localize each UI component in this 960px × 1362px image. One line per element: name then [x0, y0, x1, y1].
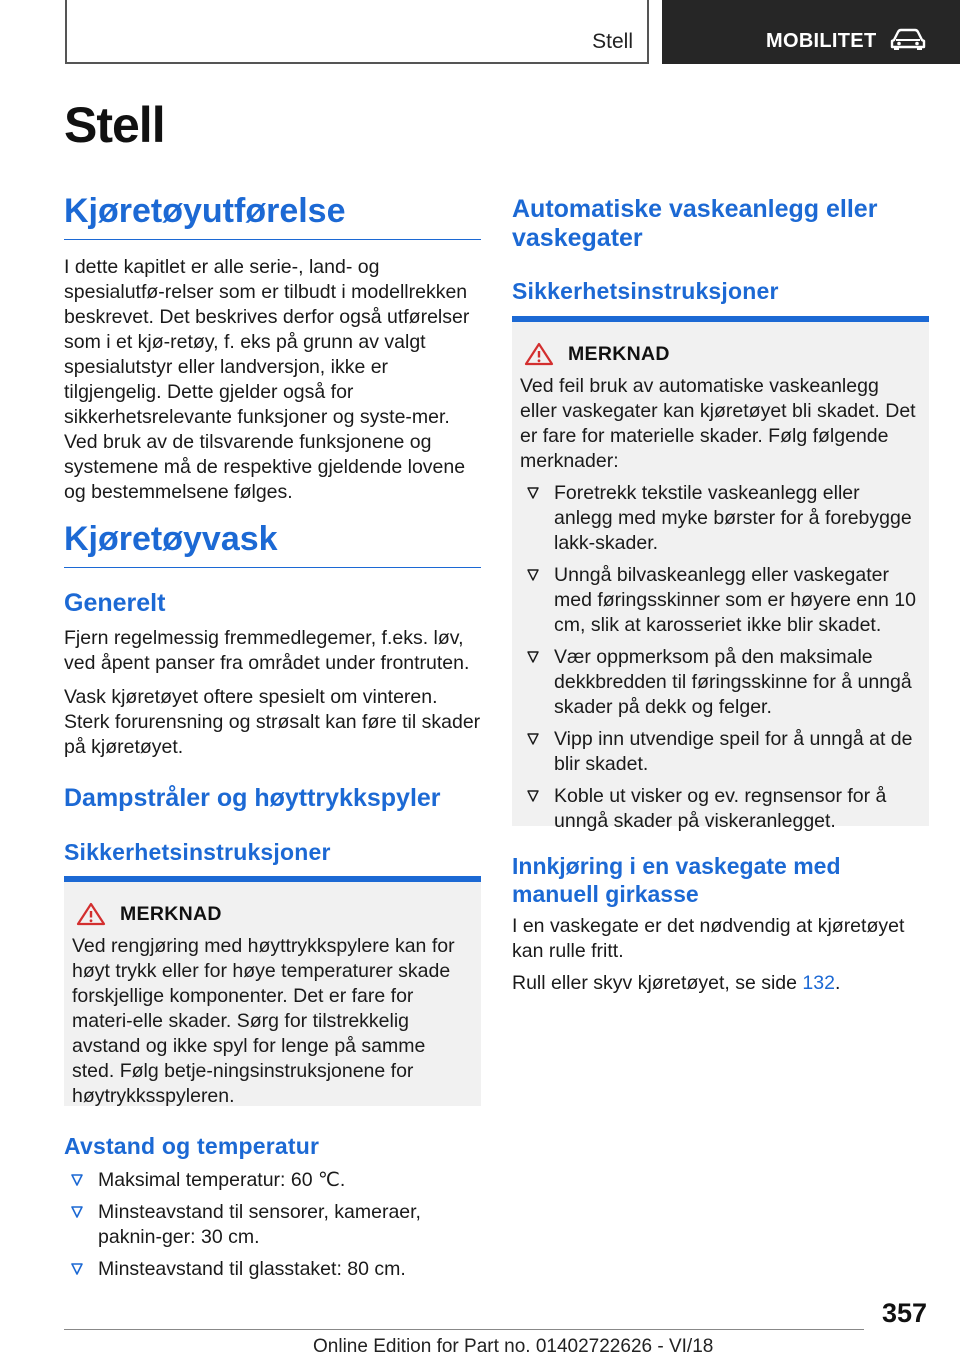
- triangle-bullet-icon: [526, 731, 540, 747]
- footer-edition: Online Edition for Part no. 01402722626 - VI/18: [313, 1336, 714, 1357]
- list-item-text: Vipp inn utvendige speil for å unngå at de blir skadet.: [554, 728, 913, 775]
- heading-sikkerhet-left: Sikkerhetsinstruksjoner: [64, 839, 331, 865]
- heading-kjoretoyutforelse: Kjøretøyutførelse: [64, 192, 481, 240]
- list-item: [64, 1168, 481, 1193]
- warning-icon: [524, 342, 554, 366]
- list-item: [520, 784, 921, 834]
- rull-suffix: .: [834, 972, 841, 994]
- heading-sikkerhet-right: Sikkerhetsinstruksjoner: [512, 278, 779, 304]
- footer-divider: [64, 1329, 864, 1330]
- triangle-bullet-icon: [526, 567, 540, 583]
- heading-automatiske: Automatiske vaskeanlegg eller vaskegater: [512, 195, 878, 252]
- innkjoring-paragraph: I en vaskegate er det nødvendig at kjøretøyet kan rulle fritt.: [512, 915, 905, 962]
- triangle-bullet-icon: [526, 485, 540, 501]
- list-item-text: Maksimal temperatur: 60 ℃.: [98, 1169, 346, 1191]
- list-item-text: Vær oppmerksom på den maksimale dekkbredden til føringsskinne for å unngå skader på dekk og felger.: [554, 646, 912, 718]
- header-section-box: [65, 0, 649, 64]
- heading-generelt: Generelt: [64, 589, 166, 617]
- page-title: Stell: [64, 97, 165, 153]
- generelt-paragraph-2: Vask kjøretøyet oftere spesielt om vinteren. Sterk forurensning og strøsalt kan føre til skader på kjøretøyet.: [64, 686, 481, 758]
- heading-innkjoring: Innkjøring i en vaskegate med manuell girkasse: [512, 853, 841, 907]
- triangle-bullet-icon: [70, 1172, 84, 1188]
- list-item: [520, 727, 921, 777]
- header-section-label: Stell: [592, 30, 633, 53]
- list-item-text: Koble ut visker og ev. regnsensor for å unngå skader på viskeranlegget.: [554, 785, 887, 832]
- note-text-left: Ved rengjøring med høyttrykkspylere kan for høyt trykk eller for høye temperaturer skade forskjellige komponenter. Det er fare for materi-elle skader. Sørg for tilstrekkelig avstand og ikke spyl for lenge på samme sted. Følg betje-ningsinstruksjonene for høytrykksspyleren.: [72, 935, 455, 1107]
- avstand-list: [64, 1168, 481, 1289]
- header-chapter-label: MOBILITET: [766, 30, 877, 52]
- list-item: [520, 563, 921, 638]
- triangle-bullet-icon: [70, 1261, 84, 1277]
- note-box-right: [512, 316, 929, 832]
- list-item-text: Foretrekk tekstile vaskeanlegg eller anlegg med myke børster for å forebygge lakk-skader.: [554, 482, 912, 554]
- note-title-left: MERKNAD: [120, 902, 222, 925]
- intro-paragraph: I dette kapitlet er alle serie-, land- og spesialutfø-relser som er tilbudt i modellrekken beskrevet. Det beskrives derfor også utførelser som i et kjø-retøy, f. eks på grunn av valgt spesialutstyr eller landversjon, ikke er tilgjengelig. Dette gjelder også for sikkerhetsrelevante funksjoner og syste-mer. Ved bruk av de tilsvarende funksjonene og systemene må de respektive gjeldende lovene og bestemmelsene følges.: [64, 256, 470, 503]
- heading-kjoretoyvask: Kjøretøyvask: [64, 520, 481, 568]
- list-item-text: Unngå bilvaskeanlegg eller vaskegater med føringsskinner som er høyere enn 10 cm, slik at karosseriet ikke blir skadet.: [554, 564, 916, 636]
- triangle-bullet-icon: [526, 788, 540, 804]
- list-item: [64, 1257, 481, 1282]
- car-icon: [890, 28, 926, 50]
- triangle-bullet-icon: [526, 649, 540, 665]
- rull-text: Rull eller skyv kjøretøyet, se side: [512, 972, 803, 994]
- note-text-right: Ved feil bruk av automatiske vaskeanlegg eller vaskegater kan kjøretøyet bli skadet. Det er fare for materielle skader. Følg følgende merknader:: [520, 375, 916, 472]
- heading-dampstraler: Dampstråler og høyttrykkspyler: [64, 784, 441, 812]
- rull-paragraph: [512, 971, 929, 996]
- warning-icon: [76, 902, 106, 926]
- note-box-left: [64, 876, 481, 1106]
- list-item: [64, 1200, 481, 1250]
- list-item-text: Minsteavstand til glasstaket: 80 cm.: [98, 1258, 406, 1280]
- page-number: 357: [882, 1298, 928, 1328]
- page-reference-link[interactable]: 132: [802, 972, 835, 994]
- header-chapter-tab[interactable]: [662, 0, 960, 64]
- heading-avstand: Avstand og temperatur: [64, 1133, 320, 1159]
- list-item-text: Minsteavstand til sensorer, kameraer, paknin-ger: 30 cm.: [98, 1201, 421, 1248]
- generelt-paragraph-1: Fjern regelmessig fremmedlegemer, f.eks. løv, ved åpent panser fra området under frontruten.: [64, 627, 470, 674]
- note-list-right: [520, 481, 921, 834]
- list-item: [520, 645, 921, 720]
- note-title-right: MERKNAD: [568, 342, 670, 365]
- list-item: [520, 481, 921, 556]
- triangle-bullet-icon: [70, 1204, 84, 1220]
